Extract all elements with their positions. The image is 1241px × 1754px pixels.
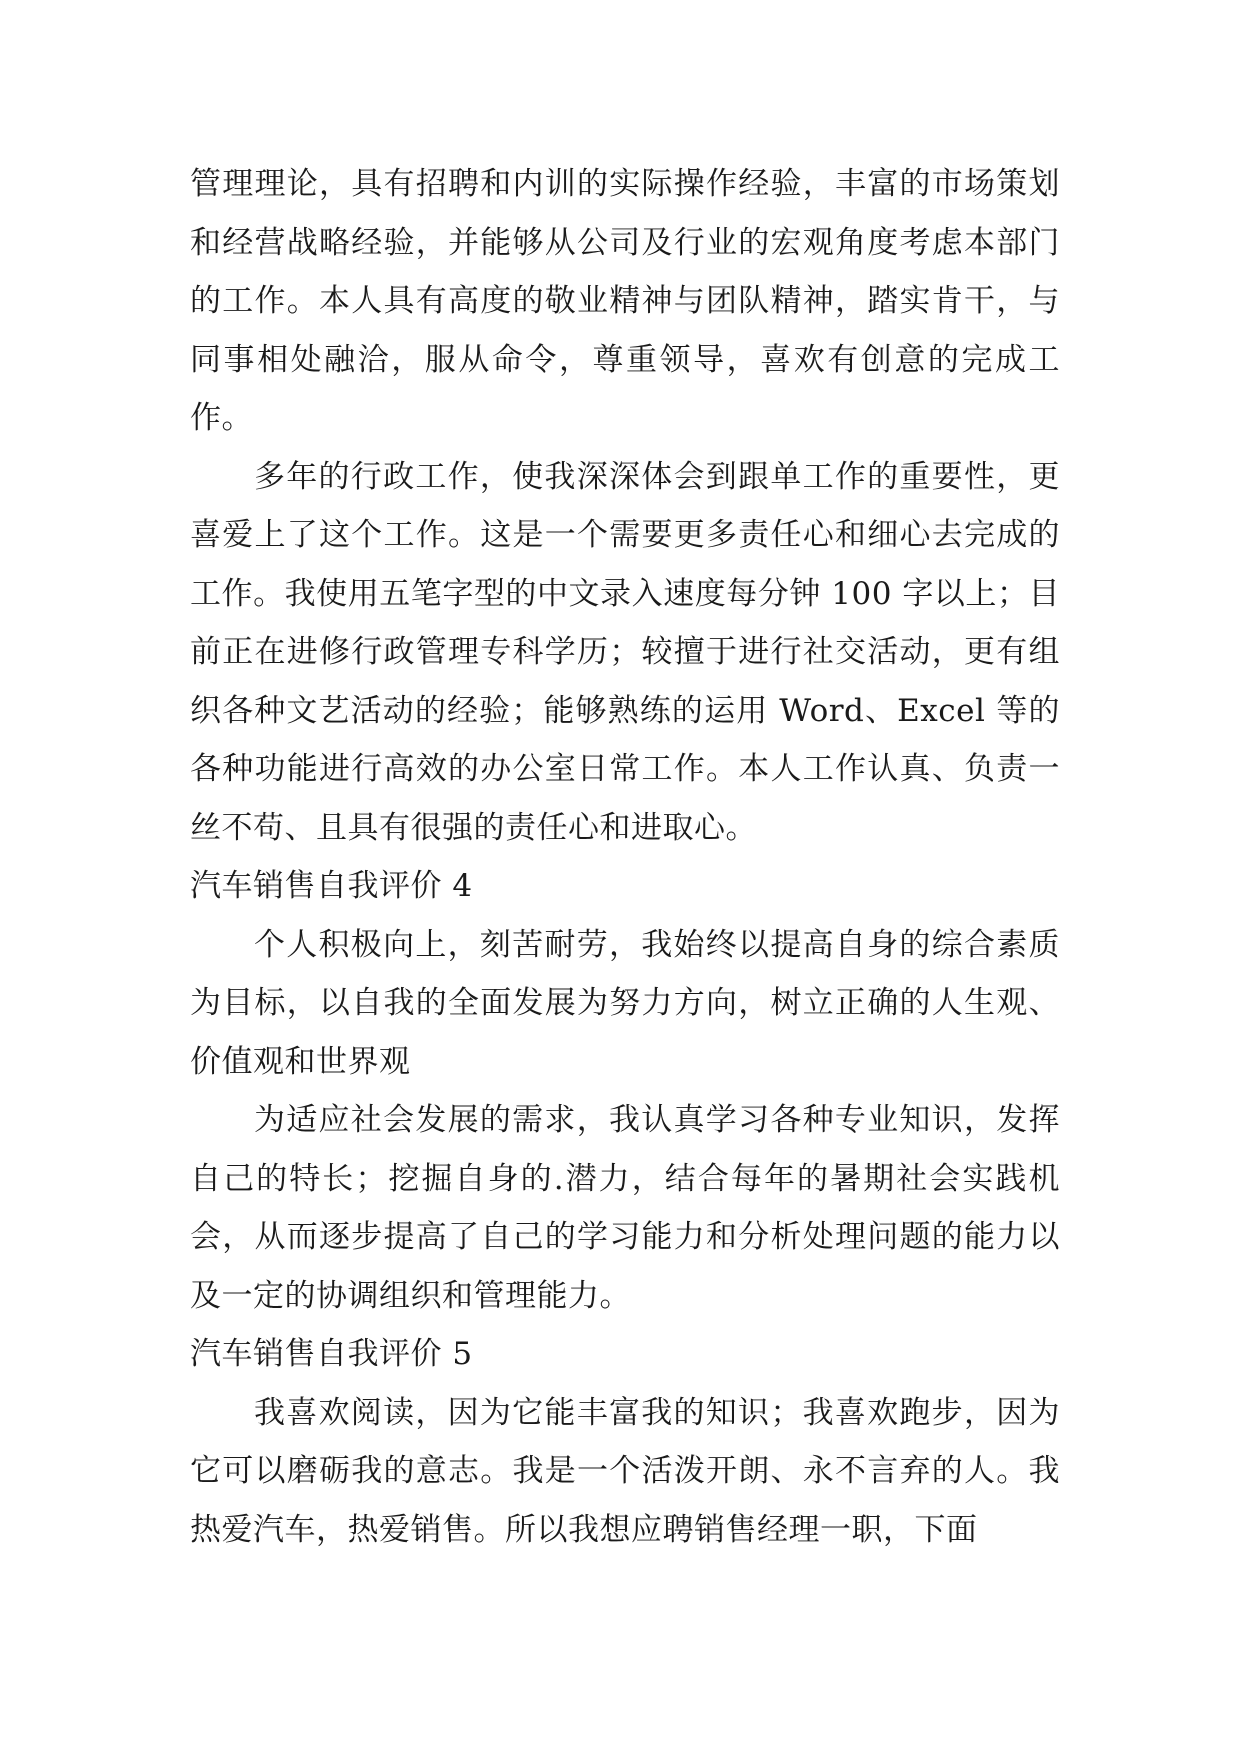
paragraph-hobbies: 我喜欢阅读，因为它能丰富我的知识；我喜欢跑步，因为它可以磨砺我的意志。我是一个活泼开朗、永不言弃的人。我热爱汽车，热爱销售。所以我想应聘销售经理一职，下面 <box>190 1394 1060 1548</box>
paragraph-management-experience: 管理理论，具有招聘和内训的实际操作经验，丰富的市场策划和经营战略经验，并能够从公司及行业的宏观角度考虑本部门的工作。本人具有高度的敬业精神与团队精神，踏实肯干，与同事相处融洽，服从命令，尊重领导，喜欢有创意的完成工作。 <box>190 166 1060 436</box>
section-heading-self-evaluation-4: 汽车销售自我评价 4 <box>190 868 473 904</box>
paragraph-social-adaptation: 为适应社会发展的需求，我认真学习各种专业知识，发挥自己的特长；挖掘自身的.潜力，结合每年的暑期社会实践机会，从而逐步提高了自己的学习能力和分析处理问题的能力以及一定的协调组织和管理能力。 <box>190 1102 1060 1314</box>
paragraph-administrative-work: 多年的行政工作，使我深深体会到跟单工作的重要性，更喜爱上了这个工作。这是一个需要更多责任心和细心去完成的工作。我使用五笔字型的中文录入速度每分钟 100 字以上；目前正在进修行政管理专科学历；较擅于进行社交活动，更有组织各种文艺活动的经验；能够熟练的运用 Word、Excel 等的各种功能进行高效的办公室日常工作。本人工作认真、负责一丝不苟、且具有很强的责任心和进取心。 <box>190 458 1060 846</box>
section-heading-self-evaluation-5: 汽车销售自我评价 5 <box>190 1336 473 1372</box>
paragraph-positive-attitude: 个人积极向上，刻苦耐劳，我始终以提高自身的综合素质为目标，以自我的全面发展为努力方向，树立正确的人生观、价值观和世界观 <box>190 926 1060 1080</box>
document-body <box>190 155 1060 1559</box>
